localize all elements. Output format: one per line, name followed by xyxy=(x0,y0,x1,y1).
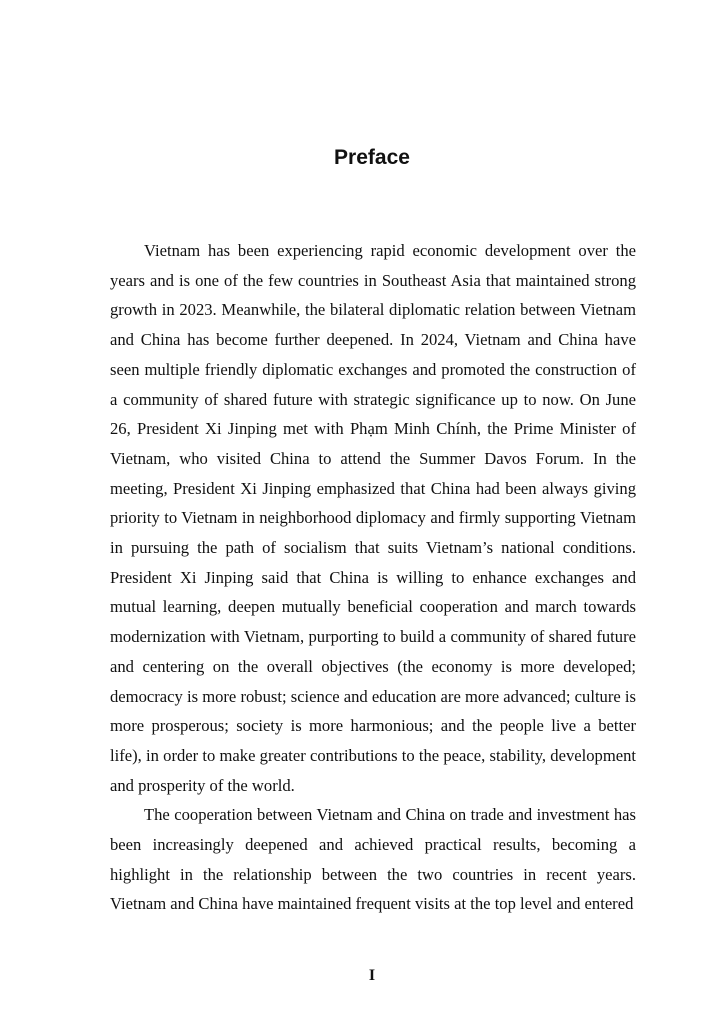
page-number: I xyxy=(368,967,376,984)
page-title: Preface xyxy=(334,146,410,169)
paragraph-2: The cooperation between Vietnam and China on trade and investment has been increasingly deepened and achieved practical results, becoming a highlight in the relationship between the two countries in recent years. Vietnam and China have maintained frequent visits at the top level and entered xyxy=(110,805,636,914)
body-text xyxy=(110,236,636,919)
paragraph-1: Vietnam has been experiencing rapid economic development over the years and is one of the few countries in Southeast Asia that maintained strong growth in 2023. Meanwhile, the bilateral diplomatic relation between Vietnam and China has become further deepened. In 2024, Vietnam and China have seen multiple friendly diplomatic exchanges and promoted the construction of a community of shared future with strategic significance up to now. On June 26, President Xi Jinping met with Phạm Minh Chính, the Prime Minister of Vietnam, who visited China to attend the Summer Davos Forum. In the meeting, President Xi Jinping emphasized that China had been always giving priority to Vietnam in neighborhood diplomacy and firmly supporting Vietnam in pursuing the path of socialism that suits Vietnam’s national conditions. President Xi Jinping said that China is willing to enhance exchanges and mutual learning, deepen mutually beneficial cooperation and march towards modernization with Vietnam, purporting to build a community of shared future and centering on the overall objectives (the economy is more developed; democracy is more robust; science and education are more advanced; culture is more prosperous; society is more harmonious; and the people live a better life), in order to make greater contributions to the peace, stability, development and prosperity of the world. xyxy=(110,241,636,795)
